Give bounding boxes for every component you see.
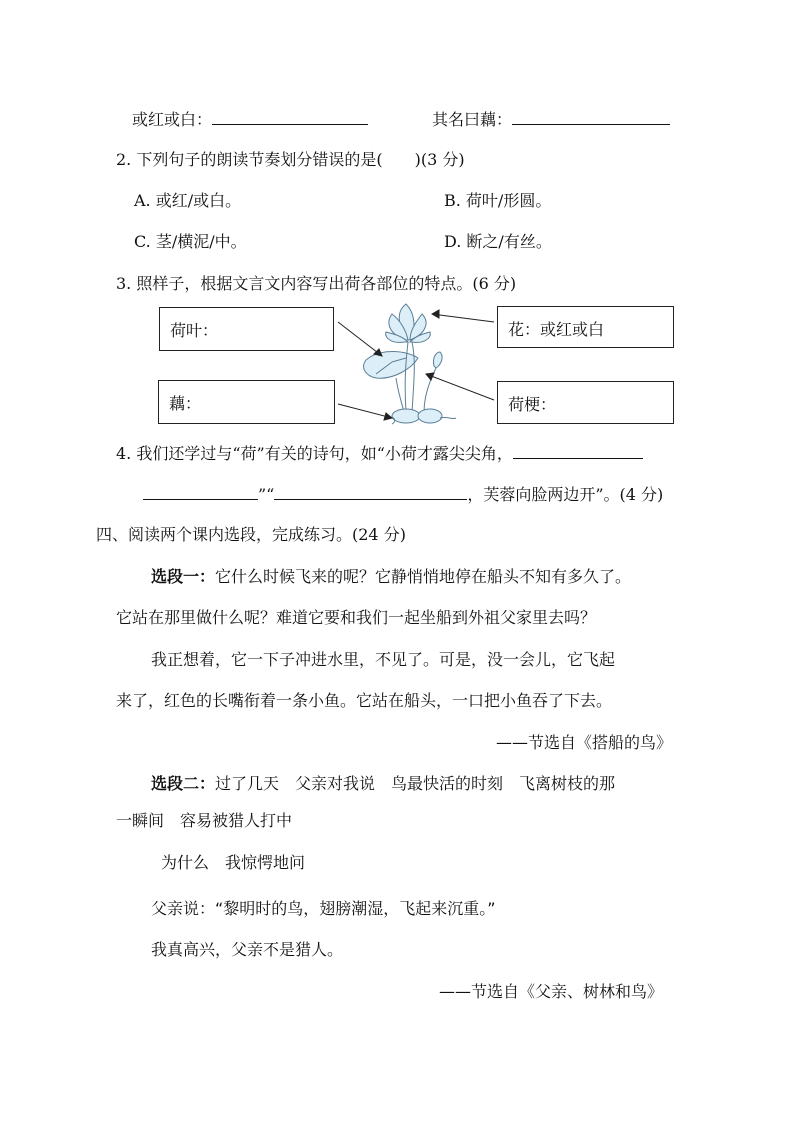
passage2-label: 选段二： <box>151 774 216 793</box>
poem-blank-2[interactable] <box>143 483 258 500</box>
box-lotus-leaf[interactable] <box>159 307 334 351</box>
q4-line1 <box>116 442 643 465</box>
passage2-line4: 父亲说：“黎明时的鸟，翅膀潮湿，飞起来沉重。” <box>151 899 496 918</box>
passage2-line3: 为什么 我惊愕地问 <box>161 853 306 872</box>
box-lotus-root[interactable] <box>158 380 335 424</box>
q2-stem: 2. 下列句子的朗读节奏划分错误的是( )(3 分) <box>116 150 465 169</box>
lotus-illustration <box>336 300 501 430</box>
q4-text-end: ，芙蓉向脸两边开”。(4 分) <box>467 485 664 504</box>
passage1-line1 <box>151 566 631 588</box>
passage2-line2: 一瞬间 容易被猎人打中 <box>116 811 293 830</box>
passage2-text-1: 过了几天 父亲对我说 鸟最快活的时刻 飞离树枝的那 <box>215 774 616 793</box>
passage1-line2: 它站在那里做什么呢？难道它要和我们一起坐船到外祖父家里去吗？ <box>116 608 597 627</box>
q2-option-d[interactable]: D. 断之/有丝。 <box>444 232 552 251</box>
q2-option-b[interactable]: B. 荷叶/形圆。 <box>444 191 552 210</box>
passage2-source: ——节选自《父亲、树林和鸟》 <box>439 982 664 1001</box>
fill-line-right <box>432 108 670 131</box>
fill-label-color: 或红或白： <box>132 110 213 129</box>
q4-quote-mid: ”“ <box>258 485 275 504</box>
q4-text-1: 4. 我们还学过与“荷”有关的诗句，如“小荷才露尖尖角， <box>116 444 513 463</box>
box-lotus-flower-label: 花：或红或白 <box>508 320 605 339</box>
box-lotus-stem[interactable] <box>497 381 674 424</box>
fill-line <box>132 108 368 131</box>
lotus-icon <box>364 304 456 424</box>
passage2-line1 <box>151 773 615 795</box>
passage1-source: ——节选自《搭船的鸟》 <box>496 733 673 752</box>
q4-line2 <box>143 483 663 506</box>
q2-option-a[interactable]: A. 或红/或白。 <box>134 191 242 210</box>
fill-label-root: 其名曰藕： <box>432 110 513 129</box>
poem-blank-3[interactable] <box>274 483 467 500</box>
q2-option-c[interactable]: C. 茎/横泥/中。 <box>134 232 247 251</box>
passage2-line5: 我真高兴，父亲不是猎人。 <box>151 940 344 959</box>
box-lotus-root-label: 藕： <box>169 394 202 413</box>
box-lotus-flower[interactable] <box>497 306 674 348</box>
passage1-line4: 来了，红色的长嘴衔着一条小鱼。它站在船头，一口把小鱼吞了下去。 <box>116 691 613 710</box>
section-4-title: 四、阅读两个课内选段，完成练习。(24 分) <box>96 525 406 544</box>
answer-blank-root[interactable] <box>512 108 670 125</box>
q3-stem: 3. 照样子，根据文言文内容写出荷各部位的特点。(6 分) <box>116 274 517 293</box>
box-lotus-stem-label: 荷梗： <box>508 395 557 414</box>
passage1-label: 选段一： <box>151 567 216 586</box>
passage1-line3: 我正想着，它一下子冲进水里，不见了。可是，没一会儿，它飞起 <box>151 650 616 669</box>
box-lotus-leaf-label: 荷叶： <box>170 321 219 340</box>
passage1-text-1: 它什么时候飞来的呢？它静悄悄地停在船头不知有多久了。 <box>215 567 632 586</box>
poem-blank-1[interactable] <box>513 442 643 459</box>
answer-blank-color[interactable] <box>212 108 368 125</box>
